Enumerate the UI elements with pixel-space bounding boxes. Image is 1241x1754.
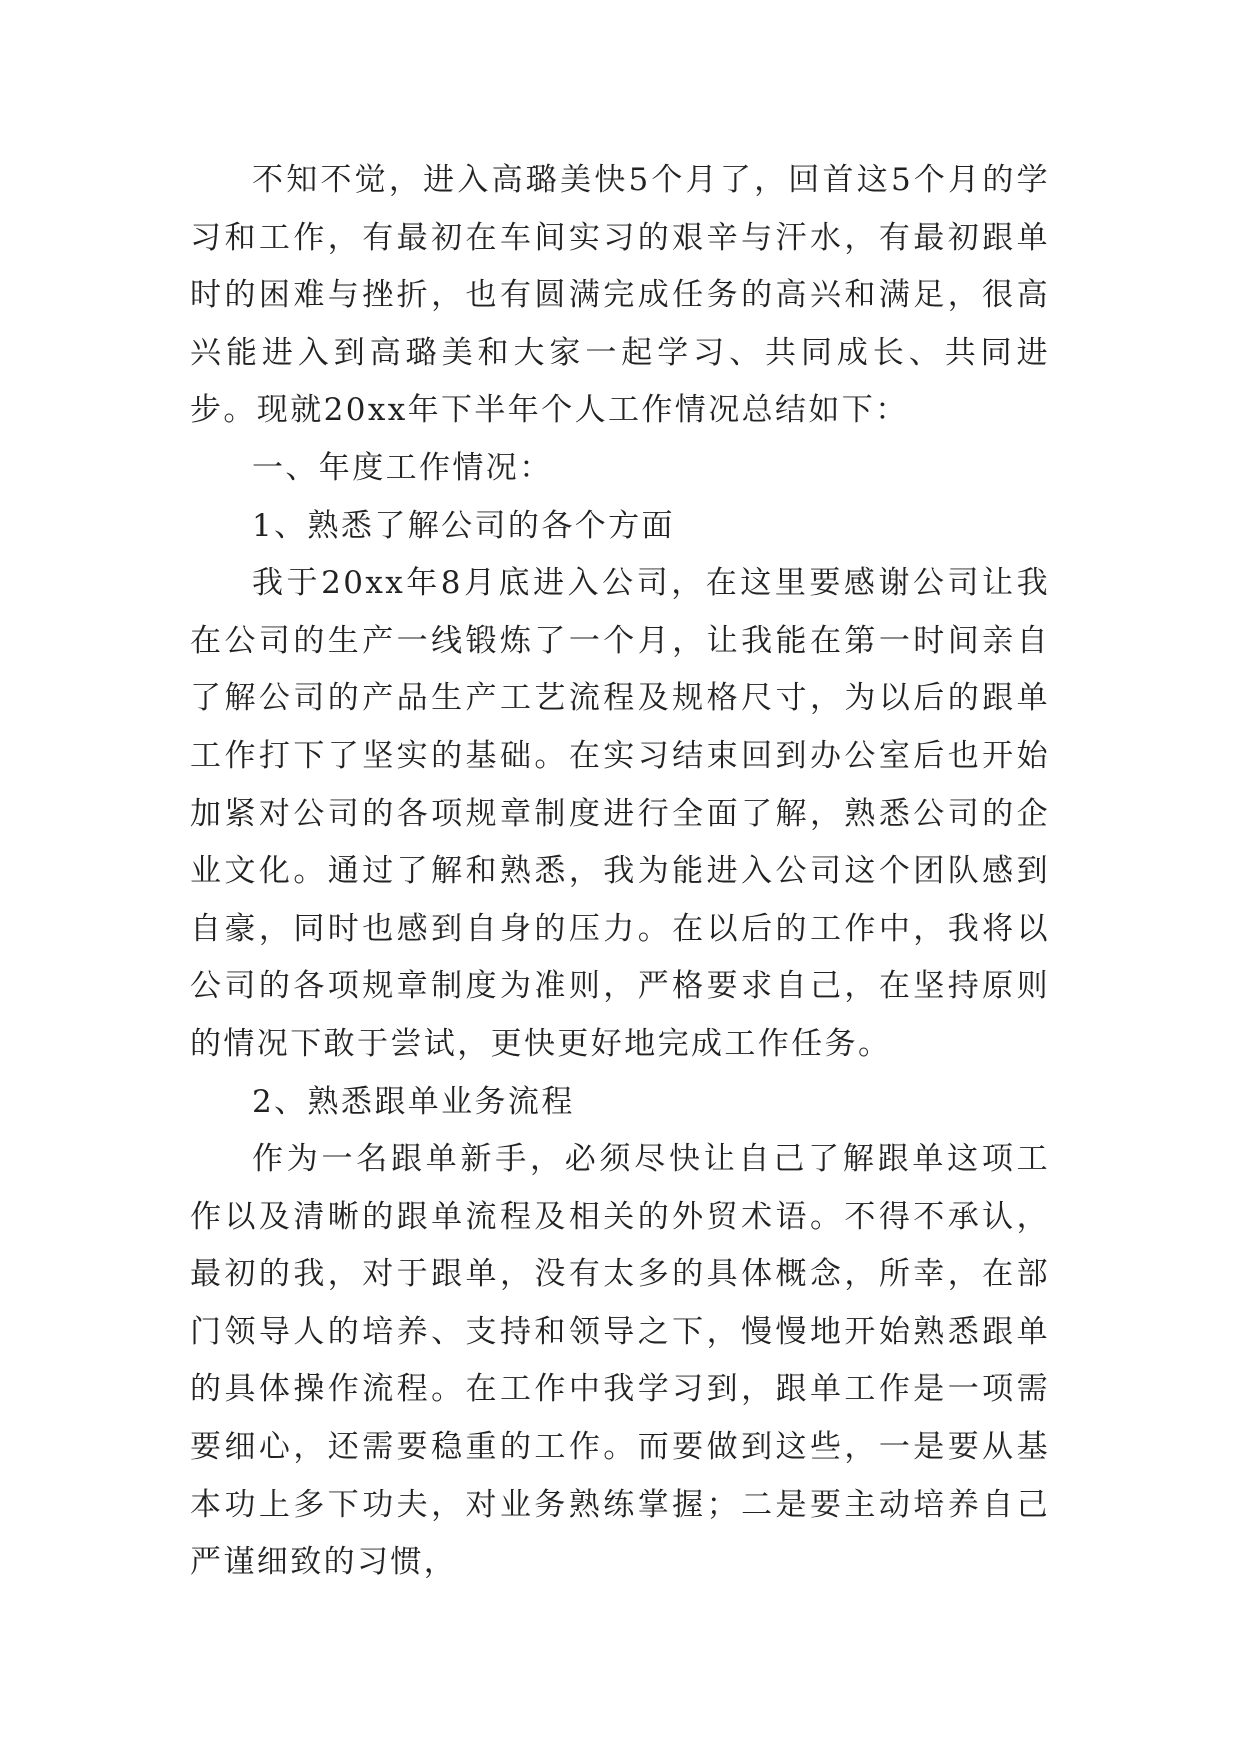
document-body — [190, 152, 1050, 1592]
paragraph-order-process: 作为一名跟单新手，必须尽快让自己了解跟单这项工作以及清晰的跟单流程及相关的外贸术语。不得不承认，最初的我，对于跟单，没有太多的具体概念，所幸，在部门领导人的培养、支持和领导之下，慢慢地开始熟悉跟单的具体操作流程。在工作中我学习到，跟单工作是一项需要细心，还需要稳重的工作。而要做到这些，一是要从基本功上多下功夫，对业务熟练掌握；二是要主动培养自己严谨细致的习惯， — [190, 1141, 1050, 1581]
paragraph-intro: 不知不觉，进入高璐美快5个月了，回首这5个月的学习和工作，有最初在车间实习的艰辛与汗水，有最初跟单时的困难与挫折，也有圆满完成任务的高兴和满足，很高兴能进入到高璐美和大家一起学习、共同成长、共同进步。现就20xx年下半年个人工作情况总结如下： — [190, 162, 1050, 429]
section-heading-annual-work: 一、年度工作情况： — [252, 449, 553, 486]
subheading-know-company: 1、熟悉了解公司的各个方面 — [252, 507, 675, 544]
paragraph-know-company: 我于20xx年8月底进入公司，在这里要感谢公司让我在公司的生产一线锻炼了一个月，让我能在第一时间亲自了解公司的产品生产工艺流程及规格尺寸，为以后的跟单工作打下了坚实的基础。在实习结束回到办公室后也开始加紧对公司的各项规章制度进行全面了解，熟悉公司的企业文化。通过了解和熟悉，我为能进入公司这个团队感到自豪，同时也感到自身的压力。在以后的工作中，我将以公司的各项规章制度为准则，严格要求自己，在坚持原则的情况下敢于尝试，更快更好地完成工作任务。 — [190, 565, 1050, 1062]
subheading-order-process: 2、熟悉跟单业务流程 — [252, 1083, 575, 1120]
